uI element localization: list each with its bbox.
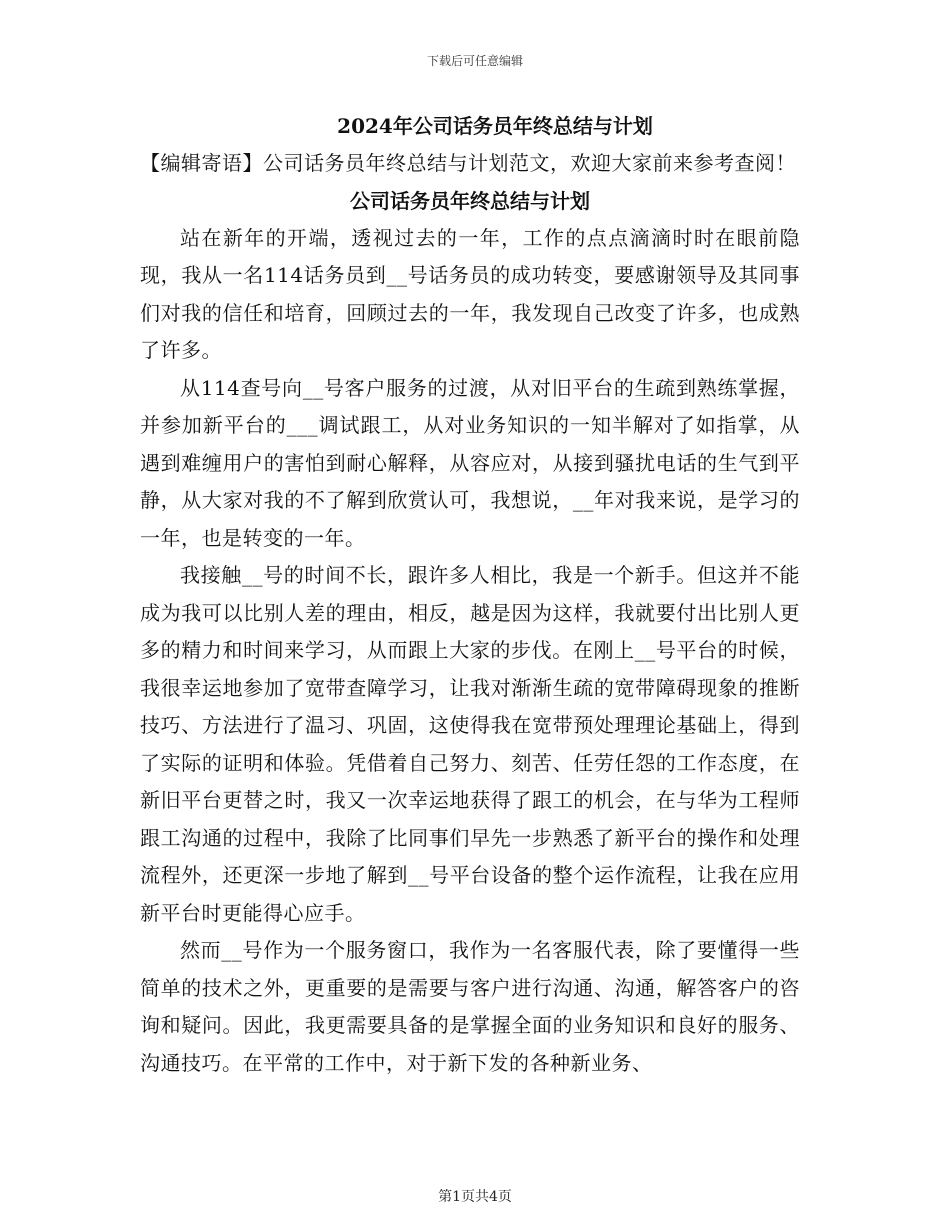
document-subtitle: 公司话务员年终总结与计划 xyxy=(350,188,590,213)
page-footer: 第1页共4页 xyxy=(438,1189,512,1205)
document-title: 2024年公司话务员年终总结与计划 xyxy=(337,114,653,138)
editor-note: 【编辑寄语】公司话务员年终总结与计划范文，欢迎大家前来参考查阅！ xyxy=(140,151,796,175)
paragraph-3: 我接触__号的时间不长，跟许多人相比，我是一个新手。但这并不能成为我可以比别人差的理由，相反，越是因为这样，我就要付出比别人更多的精力和时间来学习，从而跟上大家的步伐。在刚上__号平台的时候，我很幸运地参加了宽带查障学习，让我对渐渐生疏的宽带障碍现象的推断技巧、方法进行了温习、巩固，这使得我在宽带预处理理论基础上，得到了实际的证明和体验。凭借着自己努力、刻苦、任劳任怨的工作态度，在新旧平台更替之时，我又一次幸运地获得了跟工的机会，在与华为工程师跟工沟通的过程中，我除了比同事们早先一步熟悉了新平台的操作和处理流程外，还更深一步地了解到__号平台设备的整个运作流程，让我在应用新平台时更能得心应手。 xyxy=(140,563,800,925)
paragraph-4: 然而__号作为一个服务窗口，我作为一名客服代表，除了要懂得一些简单的技术之外，更重要的是需要与客户进行沟通、沟通，解答客户的咨询和疑问。因此，我更需要具备的是掌握全面的业务知识和良好的服务、沟通技巧。在平常的工作中，对于新下发的各种新业务、 xyxy=(140,938,800,1075)
document-body xyxy=(140,108,800,1082)
paragraph-1: 站在新年的开端，透视过去的一年，工作的点点滴滴时时在眼前隐现，我从一名114话务员到__号话务员的成功转变，要感谢领导及其同事们对我的信任和培育，回顾过去的一年，我发现自己改变了许多，也成熟了许多。 xyxy=(140,225,800,362)
page-header-note: 下载后可任意编辑 xyxy=(426,54,523,68)
paragraph-2: 从114查号向__号客户服务的过渡，从对旧平台的生疏到熟练掌握，并参加新平台的___调试跟工，从对业务知识的一知半解对了如指掌，从遇到难缠用户的害怕到耐心解释，从容应对，从接到骚扰电话的生气到平静，从大家对我的不了解到欣赏认可，我想说，__年对我来说，是学习的一年，也是转变的一年。 xyxy=(140,375,800,550)
